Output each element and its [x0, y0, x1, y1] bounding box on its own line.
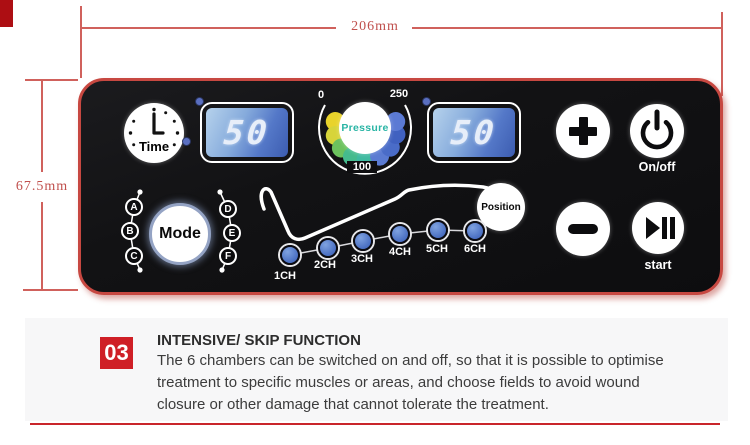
- pressure-label: Pressure: [341, 122, 389, 134]
- mode-indicator-a: A: [125, 198, 143, 216]
- time-dial: [124, 103, 184, 163]
- dimension-tick-left-top: [25, 79, 78, 81]
- start-button-label: start: [644, 258, 672, 272]
- channel-4-button[interactable]: [390, 224, 410, 244]
- position-button[interactable]: [477, 183, 525, 231]
- channel-5-label: 5CH: [425, 243, 448, 255]
- start-button[interactable]: [632, 202, 684, 254]
- section-body-line: The 6 chambers can be switched on and off, so that it is possible to optimise: [157, 352, 664, 369]
- mode-indicator-d: D: [219, 200, 237, 218]
- pressure-display-value: 50: [449, 113, 499, 152]
- power-button[interactable]: [630, 104, 684, 158]
- pressure-scale-mid: 100: [347, 161, 377, 173]
- channel-6-button[interactable]: [465, 221, 485, 241]
- dimension-line-left-upper: [41, 80, 43, 172]
- clock-icon: [124, 103, 184, 163]
- channel-3-label: 3CH: [350, 253, 373, 265]
- mode-indicator-e: E: [223, 224, 241, 242]
- power-button-label: On/off: [638, 160, 676, 174]
- dimension-line-top-left: [80, 27, 336, 29]
- channel-3-button[interactable]: [353, 231, 373, 251]
- section-number-badge: 03: [100, 337, 133, 369]
- mode-indicator-c: C: [125, 247, 143, 265]
- dimension-line-top-right: [412, 27, 722, 29]
- mode-button-label: Mode: [159, 225, 201, 242]
- time-display-dot: [195, 97, 204, 106]
- pressure-display: [433, 108, 515, 157]
- mode-indicator-f: F: [219, 247, 237, 265]
- section-body-line: treatment to specific muscles or areas, and choose fields to avoid wound: [157, 374, 640, 391]
- time-indicator-dot: [182, 137, 191, 146]
- dimension-tick-top-left: [80, 6, 82, 78]
- minus-icon: [568, 224, 598, 234]
- decrease-button[interactable]: [556, 202, 610, 256]
- time-display-value: 50: [222, 113, 272, 152]
- pressure-display-dot: [422, 97, 431, 106]
- channel-6-label: 6CH: [463, 243, 486, 255]
- dimension-tick-left-bottom: [23, 289, 78, 291]
- pressure-scale-min: 0: [317, 89, 325, 101]
- mode-indicator-b: B: [121, 222, 139, 240]
- pressure-gauge: [339, 102, 391, 154]
- channel-1-button[interactable]: [280, 245, 300, 265]
- time-display-frame: [200, 102, 294, 163]
- position-button-label: Position: [481, 201, 521, 213]
- channel-2-label: 2CH: [313, 259, 336, 271]
- time-label: Time: [138, 139, 170, 154]
- play-pause-icon: [632, 202, 684, 254]
- control-panel: [78, 78, 723, 295]
- section-body-line: closure or other damage that cannot tolerate the treatment.: [157, 396, 549, 413]
- dimension-tick-top-right: [721, 12, 723, 96]
- channel-2-button[interactable]: [318, 238, 338, 258]
- power-icon: [630, 104, 684, 158]
- pressure-scale-max: 250: [389, 88, 409, 100]
- section-title: INTENSIVE/ SKIP FUNCTION: [157, 332, 361, 349]
- corner-accent: [0, 0, 13, 27]
- channel-5-button[interactable]: [428, 220, 448, 240]
- bottom-divider: [30, 423, 720, 425]
- increase-button[interactable]: [556, 104, 610, 158]
- width-dimension-label: 206mm: [338, 19, 412, 35]
- channel-4-label: 4CH: [388, 246, 411, 258]
- time-display: [206, 108, 288, 157]
- pressure-display-frame: [427, 102, 521, 163]
- channel-1-label: 1CH: [273, 270, 296, 282]
- mode-button[interactable]: [149, 203, 211, 265]
- height-dimension-label: 67.5mm: [12, 179, 72, 195]
- dimension-line-left-lower: [41, 202, 43, 291]
